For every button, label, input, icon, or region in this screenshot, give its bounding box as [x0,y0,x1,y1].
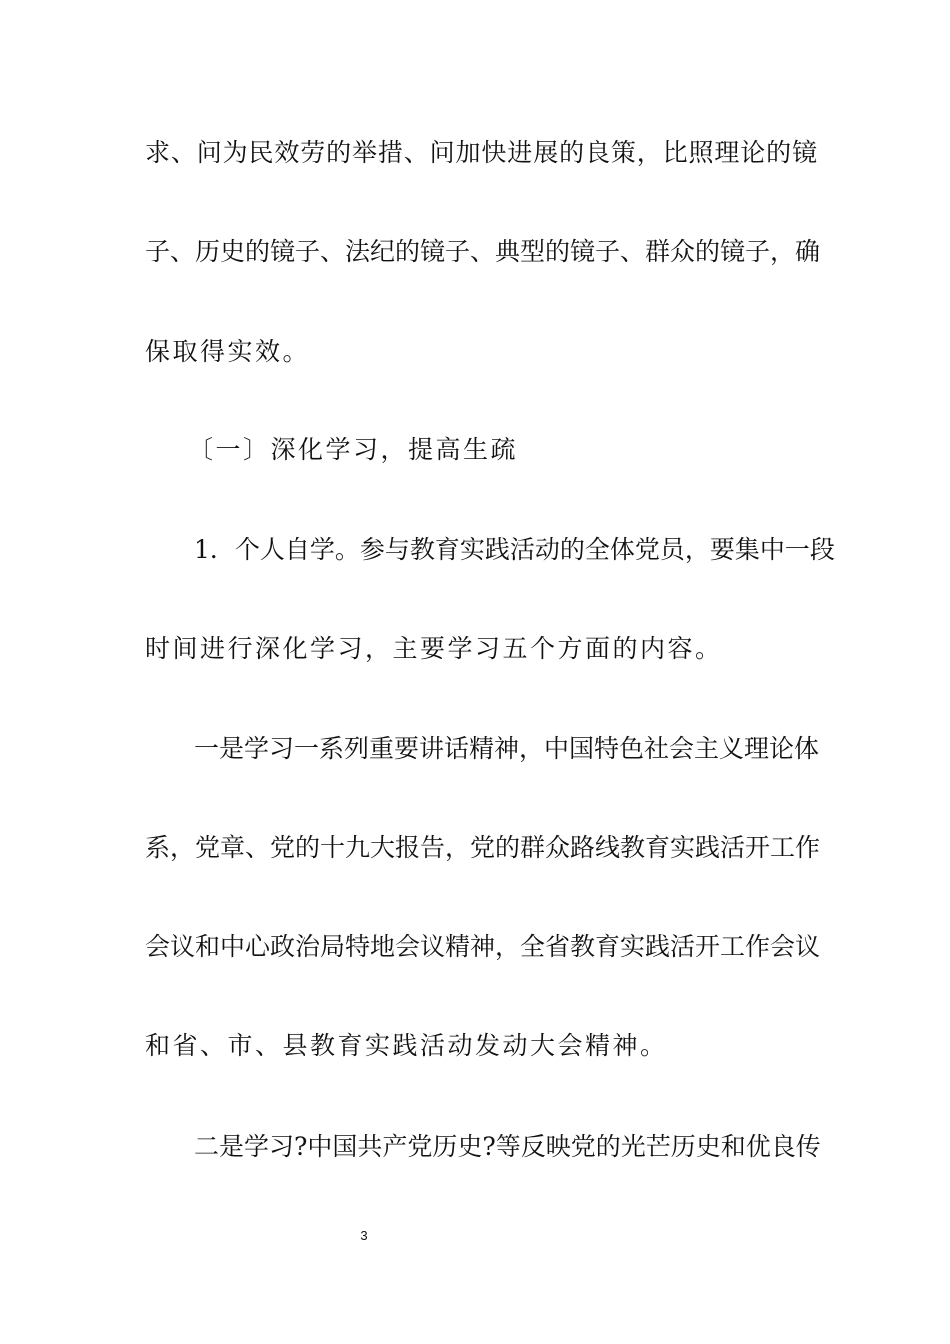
paragraph-line-2: 子、历史的镜子、法纪的镜子、典型的镜子、群众的镜子，确 [145,237,821,266]
paragraph-line-7: 一是学习一系列重要讲话精神，中国特色社会主义理论体 [194,734,820,763]
paragraph-line-11: 二是学习?中国共产党历史?等反映党的光芒历史和优良传 [194,1132,821,1161]
paragraph-line-5: 1．个人自学。参与教育实践活动的全体党员，要集中一段 [194,535,835,564]
section-heading: 〔一〕深化学习，提高生疏 [188,435,519,464]
paragraph-line-3: 保取得实效。 [145,337,311,366]
paragraph-line-9: 会议和中心政治局特地会议精神，全省教育实践活开工作会议 [145,932,821,961]
paragraph-line-10: 和省、市、县教育实践活动发动大会精神。 [145,1031,668,1060]
paragraph-line-1: 求、问为民效劳的举措、问加快进展的良策，比照理论的镜 [145,138,817,167]
page-number: 3 [360,1228,368,1243]
paragraph-line-6: 时间进行深化学习，主要学习五个方面的内容。 [145,634,723,663]
paragraph-line-8: 系，党章、党的十九大报告，党的群众路线教育实践活开工作 [145,833,821,862]
